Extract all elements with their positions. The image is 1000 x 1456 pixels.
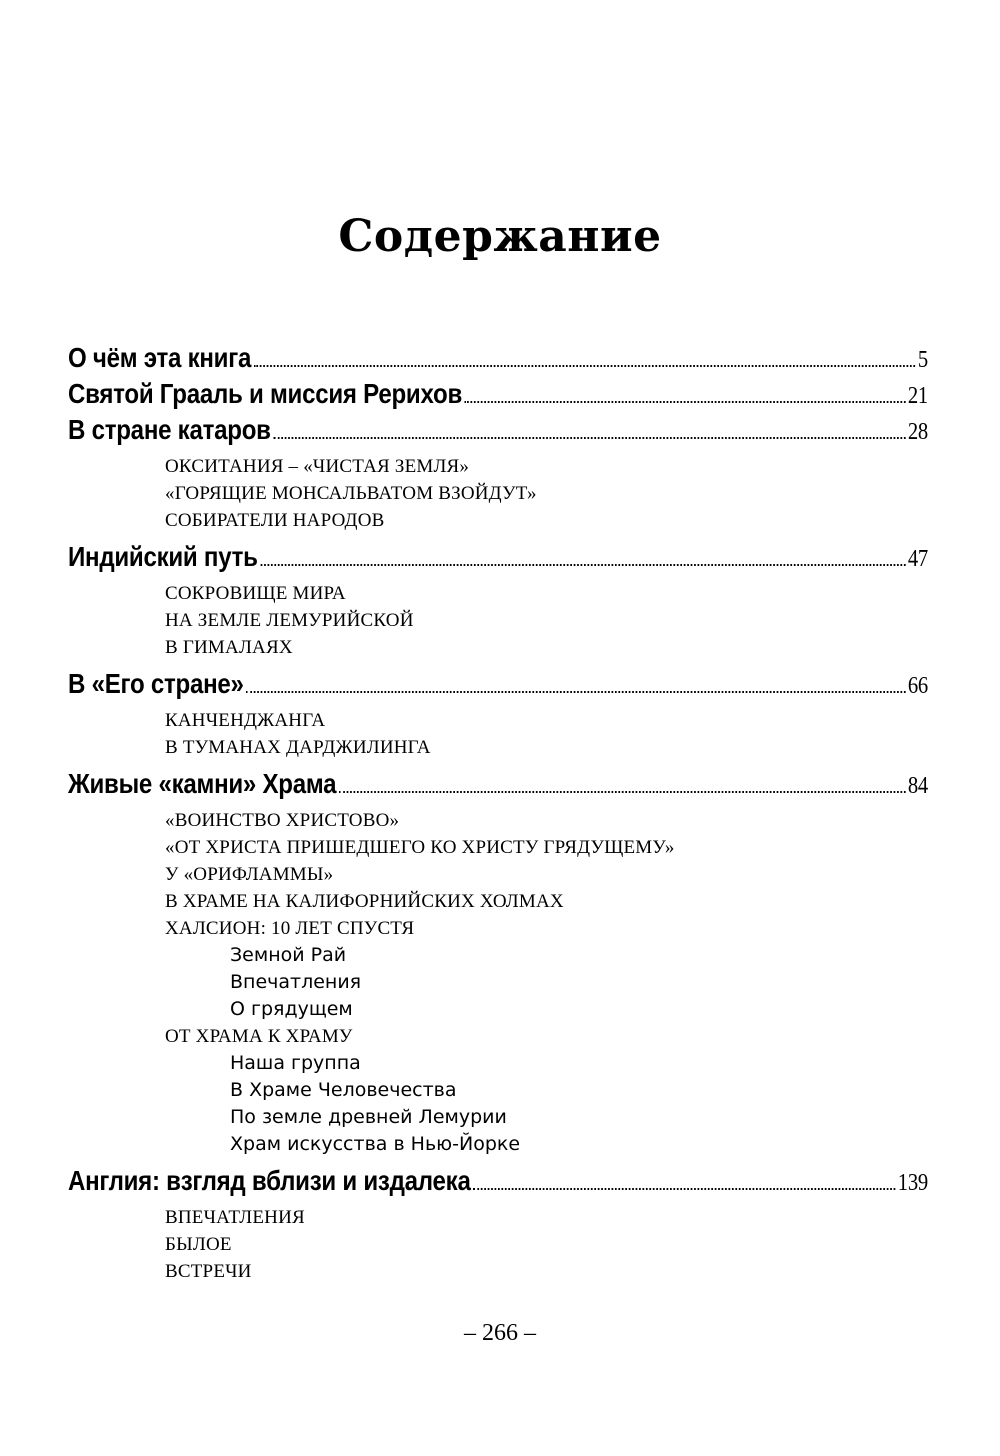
- dot-leader: [260, 564, 905, 566]
- toc-chapter: [68, 1163, 928, 1199]
- subsection-title: Наша группа: [230, 1052, 361, 1074]
- section-title: ОТ ХРАМА К ХРАМУ: [165, 1026, 353, 1047]
- chapter-page-number: 84: [907, 773, 928, 799]
- chapter-page-number: 28: [907, 419, 928, 445]
- section-title: ОКСИТАНИЯ – «ЧИСТАЯ ЗЕМЛЯ»: [165, 456, 470, 477]
- chapter-page-number: 139: [897, 1170, 928, 1196]
- subsection-list: [230, 942, 928, 1023]
- subsection-title: Земной Рай: [230, 944, 347, 966]
- dot-leader: [465, 401, 906, 403]
- subsection-list: [230, 1050, 928, 1158]
- section-list: [165, 575, 928, 666]
- chapter-page-number: 5: [917, 347, 928, 373]
- page-title: Содержание: [338, 211, 662, 262]
- dot-leader: [254, 365, 916, 367]
- chapter-title: О чём эта книга: [68, 342, 252, 373]
- dot-leader: [339, 791, 905, 793]
- section-title: БЫЛОЕ: [165, 1234, 232, 1255]
- section-list: [165, 1199, 928, 1290]
- chapter-title: Индийский путь: [68, 541, 258, 572]
- section-title: В ТУМАНАХ ДАРДЖИЛИНГА: [165, 737, 431, 758]
- toc-chapter: [68, 376, 928, 412]
- subsection-title: Впечатления: [230, 971, 362, 993]
- page-number: – 266 –: [464, 1320, 536, 1346]
- subsection-title: О грядущем: [230, 998, 353, 1020]
- toc-chapter: [68, 340, 928, 376]
- section-title: В ГИМАЛАЯХ: [165, 637, 293, 658]
- section-title: НА ЗЕМЛЕ ЛЕМУРИЙСКОЙ: [165, 610, 414, 631]
- section-title: СОКРОВИЩЕ МИРА: [165, 583, 346, 604]
- section-title: «ГОРЯЩИЕ МОНСАЛЬВАТОМ ВЗОЙДУТ»: [165, 483, 537, 504]
- chapter-title: В «Его стране»: [68, 668, 244, 699]
- section-title: «ОТ ХРИСТА ПРИШЕДШЕГО КО ХРИСТУ ГРЯДУЩЕМУ»: [165, 837, 675, 858]
- section-list: [165, 702, 928, 766]
- toc-chapter: [68, 666, 928, 702]
- subsection-title: Храм искусства в Нью-Йорке: [230, 1133, 521, 1155]
- chapter-title: В стране катаров: [68, 414, 271, 445]
- section-title: СОБИРАТЕЛИ НАРОДОВ: [165, 510, 385, 531]
- toc-chapter: [68, 539, 928, 575]
- chapter-page-number: 47: [907, 546, 928, 572]
- section-title: В ХРАМЕ НА КАЛИФОРНИЙСКИХ ХОЛМАХ: [165, 891, 564, 912]
- section-title: ХАЛСИОН: 10 ЛЕТ СПУСТЯ: [165, 918, 415, 939]
- dot-leader: [473, 1188, 895, 1190]
- section-title: ВПЕЧАТЛЕНИЯ: [165, 1207, 305, 1228]
- chapter-title: Англия: взгляд вблизи и издалека: [68, 1165, 471, 1196]
- section-list: [165, 448, 928, 539]
- section-title: ВСТРЕЧИ: [165, 1261, 252, 1282]
- section-title: «ВОИНСТВО ХРИСТОВО»: [165, 810, 400, 831]
- chapter-title: Живые «камни» Храма: [68, 768, 337, 799]
- chapter-title: Святой Грааль и миссия Рерихов: [68, 378, 463, 409]
- toc-chapter: [68, 412, 928, 448]
- section-title: КАНЧЕНДЖАНГА: [165, 710, 326, 731]
- section-title: У «ОРИФЛАММЫ»: [165, 864, 334, 885]
- section-list: [165, 802, 928, 1163]
- toc-chapter: [68, 766, 928, 802]
- dot-leader: [246, 691, 905, 693]
- dot-leader: [273, 437, 905, 439]
- chapter-page-number: 66: [907, 673, 928, 699]
- chapter-page-number: 21: [907, 383, 928, 409]
- subsection-title: По земле древней Лемурии: [230, 1106, 507, 1128]
- subsection-title: В Храме Человечества: [230, 1079, 457, 1101]
- table-of-contents: [68, 340, 928, 1290]
